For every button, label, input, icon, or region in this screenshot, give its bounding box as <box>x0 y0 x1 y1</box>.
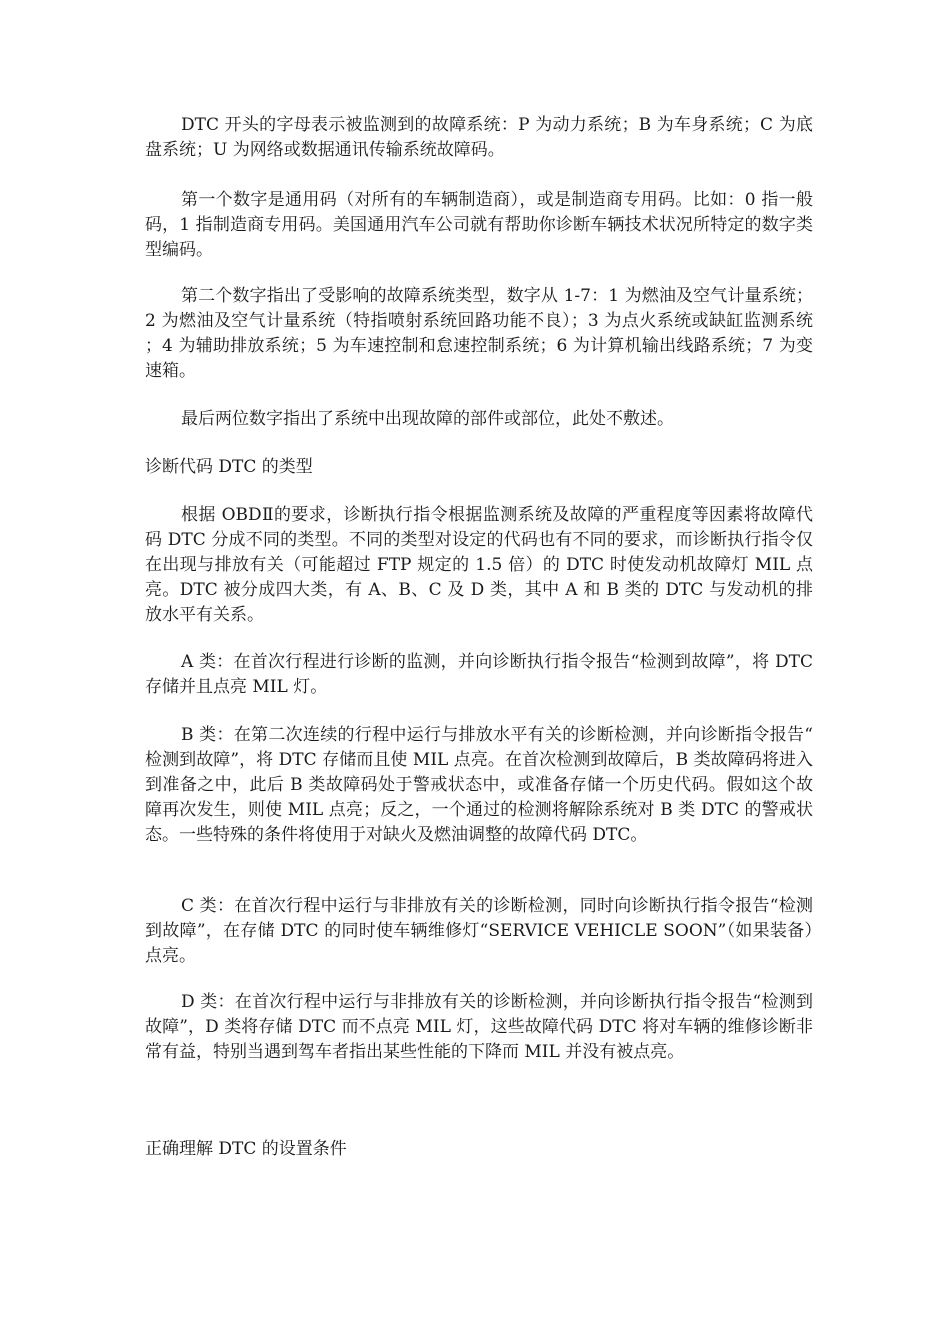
section-heading-dtc-types: 诊断代码 DTC 的类型 <box>145 457 313 477</box>
paragraph-class-a: A 类：在首次行程进行诊断的监测，并向诊断执行指令报告“检测到故障”，将 DTC 存储并且点亮 MIL 灯。 <box>145 652 813 697</box>
paragraph-class-b: B 类：在第二次连续的行程中运行与排放水平有关的诊断检测，并向诊断指令报告“检测到故障”，将 DTC 存储而且使 MIL 点亮。在首次检测到故障后，B 类故障码将进入到准备之中，此后 B 类故障码处于警戒状态中，或准备存储一个历史代码。假如这个故障再次发生，则使 MIL 点亮；反之，一个通过的检测将解除系统对 B 类 DTC 的警戒状态。一些特殊的条件将使用于对缺火及燃油调整的故障代码 DTC。 <box>145 725 813 845</box>
section-heading-dtc-conditions: 正确理解 DTC 的设置条件 <box>145 1139 347 1159</box>
paragraph-first-digit: 第一个数字是通用码（对所有的车辆制造商），或是制造商专用码。比如：0 指一般码，1 指制造商专用码。美国通用汽车公司就有帮助你诊断车辆技术状况所特定的数字类型编码。 <box>145 190 813 260</box>
paragraph-last-digits: 最后两位数字指出了系统中出现故障的部件或部位，此处不敷述。 <box>181 409 674 429</box>
paragraph-class-d: D 类：在首次行程中运行与非排放有关的诊断检测，并向诊断执行指令报告“检测到故障”，D 类将存储 DTC 而不点亮 MIL 灯，这些故障代码 DTC 将对车辆的维修诊断非常有益，特别当遇到驾车者指出某些性能的下降而 MIL 并没有被点亮。 <box>145 992 813 1062</box>
paragraph-class-c: C 类：在首次行程中运行与非排放有关的诊断检测，同时向诊断执行指令报告“检测到故障”，在存储 DTC 的同时使车辆维修灯“SERVICE VEHICLE SOON”（如果装备）点亮。 <box>145 896 813 966</box>
paragraph-second-digit: 第二个数字指出了受影响的故障系统类型，数字从 1-7：1 为燃油及空气计量系统；2 为燃油及空气计量系统（特指喷射系统回路功能不良）；3 为点火系统或缺缸监测系统；4 为辅助排放系统；5 为车速控制和怠速控制系统；6 为计算机输出线路系统；7 为变速箱。 <box>145 286 813 381</box>
paragraph-dtc-letters: DTC 开头的字母表示被监测到的故障系统：P 为动力系统；B 为车身系统；C 为底盘系统；U 为网络或数据通讯传输系统故障码。 <box>145 115 813 160</box>
paragraph-obd-requirements: 根据 OBDⅡ的要求，诊断执行指令根据监测系统及故障的严重程度等因素将故障代码 DTC 分成不同的类型。不同的类型对设定的代码也有不同的要求，而诊断执行指令仅在出现与排放有关（可能超过 FTP 规定的 1.5 倍）的 DTC 时使发动机故障灯 MIL 点亮。DTC 被分成四大类，有 A、B、C 及 D 类，其中 A 和 B 类的 DTC 与发动机的排放水平有关系。 <box>145 505 813 625</box>
